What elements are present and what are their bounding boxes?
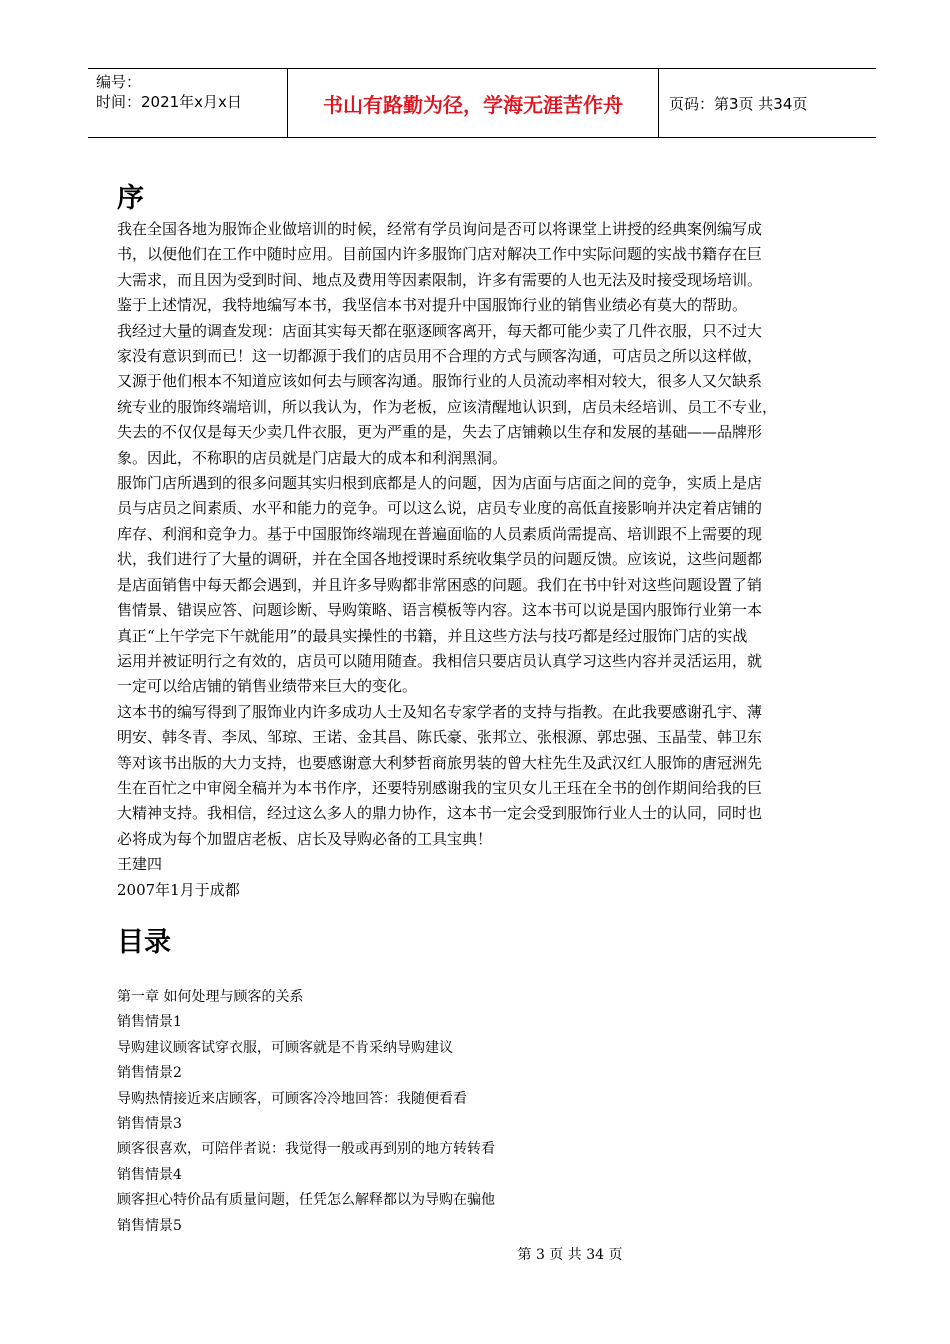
preface-line: 家没有意识到而已！这一切都源于我们的店员用不合理的方式与顾客沟通，可店员之所以这样做， — [117, 347, 763, 366]
preface-line: 这本书的编写得到了服饰业内许多成功人士及知名专家学者的支持与指教。在此我要感谢孔宇、薄 — [117, 702, 763, 721]
toc-item[interactable]: 顾客很喜欢，可陪伴者说：我觉得一般或再到别的地方转转看 — [117, 1141, 495, 1158]
preface-line: 运用并被证明行之有效的，店员可以随用随查。我相信只要店员认真学习这些内容并灵活运用，就 — [117, 651, 763, 670]
toc-list — [117, 985, 847, 1239]
preface-line: 象。因此，不称职的店员就是门店最大的成本和利润黑洞。 — [117, 448, 508, 467]
preface-line: 库存、利润和竞争力。基于中国服饰终端现在普遍面临的人员素质尚需提高、培训跟不上需要的现 — [117, 524, 763, 543]
preface-line: 员与店员之间素质、水平和能力的竞争。可以这么说，店员专业度的高低直接影响并决定着店铺的 — [117, 499, 763, 518]
preface-line: 服饰门店所遇到的很多问题其实归根到底都是人的问题，因为店面与店面之间的竞争，实质上是店 — [117, 474, 763, 493]
doc-number: 编号： — [96, 73, 142, 91]
preface-line: 售情景、错误应答、问题诊断、导购策略、语言模板等内容。这本书可以说是国内服饰行业第一本 — [117, 601, 763, 620]
preface-line: 失去的不仅仅是每天少卖几件衣服，更为严重的是，失去了店铺赖以生存和发展的基础——品牌形 — [117, 423, 763, 442]
preface-line: 一定可以给店铺的销售业绩带来巨大的变化。 — [117, 677, 418, 696]
header-page-info: 页码：第3页 共34页 — [669, 94, 808, 113]
preface-line: 是店面销售中每天都会遇到，并且许多导购都非常困惑的问题。我们在书中针对这些问题设置了销 — [117, 575, 763, 594]
toc-item[interactable]: 顾客担心特价品有质量问题，任凭怎么解释都以为导购在骗他 — [117, 1192, 495, 1209]
toc-item[interactable]: 销售情景5 — [117, 1217, 182, 1234]
preface-line: 等对该书出版的大力支持，也要感谢意大利梦哲商旅男装的曾大柱先生及武汉红人服饰的唐冠洲先 — [117, 753, 763, 772]
toc-item[interactable]: 销售情景2 — [117, 1065, 182, 1082]
preface-line: 生在百忙之中审阅全稿并为本书作序，还要特别感谢我的宝贝女儿王珏在全书的创作期间给我的巨 — [117, 778, 763, 797]
preface-line: 2007年1月于成都 — [117, 880, 240, 899]
toc-item[interactable]: 导购建议顾客试穿衣服，可顾客就是不肯采纳导购建议 — [117, 1039, 453, 1056]
preface-line: 必将成为每个加盟店老板、店长及导购必备的工具宝典！ — [117, 829, 493, 848]
preface-line: 统专业的服饰终端培训，所以我认为，作为老板，应该清醒地认识到，店员未经培训、员工不专业， — [117, 397, 778, 416]
preface-line: 我经过大量的调查发现：店面其实每天都在驱逐顾客离开，每天都可能少卖了几件衣服，只不过大 — [117, 321, 763, 340]
preface-line: 大需求，而且因为受到时间、地点及费用等因素限制，许多有需要的人也无法及时接受现场培训。 — [117, 270, 763, 289]
page-footer: 第 3 页 共 34 页 — [517, 1247, 623, 1263]
preface-line: 真正“上午学完下午就能用”的最具实操性的书籍，并且这些方法与技巧都是经过服饰门店的实战 — [117, 626, 748, 645]
toc-title: 目录 — [117, 927, 171, 958]
preface-line: 状，我们进行了大量的调研，并在全国各地授课时系统收集学员的问题反馈。应该说，这些问题都 — [117, 550, 763, 569]
preface-title: 序 — [117, 183, 144, 214]
preface-line: 我在全国各地为服饰企业做培训的时候，经常有学员询问是否可以将课堂上讲授的经典案例编写成 — [117, 220, 763, 238]
header-meta — [88, 69, 287, 137]
preface-line: 大精神支持。我相信，经过这么多人的鼎力协作，这本书一定会受到服饰行业人士的认同，同时也 — [117, 804, 763, 823]
toc-item[interactable]: 导购热情接近来店顾客，可顾客冷冷地回答：我随便看看 — [117, 1090, 467, 1107]
preface-line: 明安、韩冬青、李凤、邹琼、王诺、金其昌、陈氏豪、张邦立、张根源、郭忠强、玉晶莹、韩卫东 — [117, 728, 763, 747]
toc-item[interactable]: 第一章 如何处理与顾客的关系 — [117, 989, 304, 1005]
page-header — [88, 68, 876, 138]
doc-date: 时间：2021年x月x日 — [96, 93, 242, 111]
toc-item[interactable]: 销售情景3 — [117, 1116, 182, 1133]
preface-line: 又源于他们根本不知道应该如何去与顾客沟通。服饰行业的人员流动率相对较大，很多人又欠缺系 — [117, 372, 763, 391]
preface-body — [117, 217, 847, 903]
preface-line: 书，以便他们在工作中随时应用。目前国内许多服饰门店对解决工作中实际问题的实战书籍存在巨 — [117, 245, 763, 264]
preface-line: 王建四 — [117, 855, 163, 874]
toc-item[interactable]: 销售情景4 — [117, 1166, 182, 1183]
toc-item[interactable]: 销售情景1 — [117, 1014, 182, 1031]
preface-line: 鉴于上述情况，我特地编写本书，我坚信本书对提升中国服饰行业的销售业绩必有莫大的帮助。 — [117, 296, 748, 315]
header-motto: 书山有路勤为径，学海无涯苦作舟 — [287, 69, 659, 137]
